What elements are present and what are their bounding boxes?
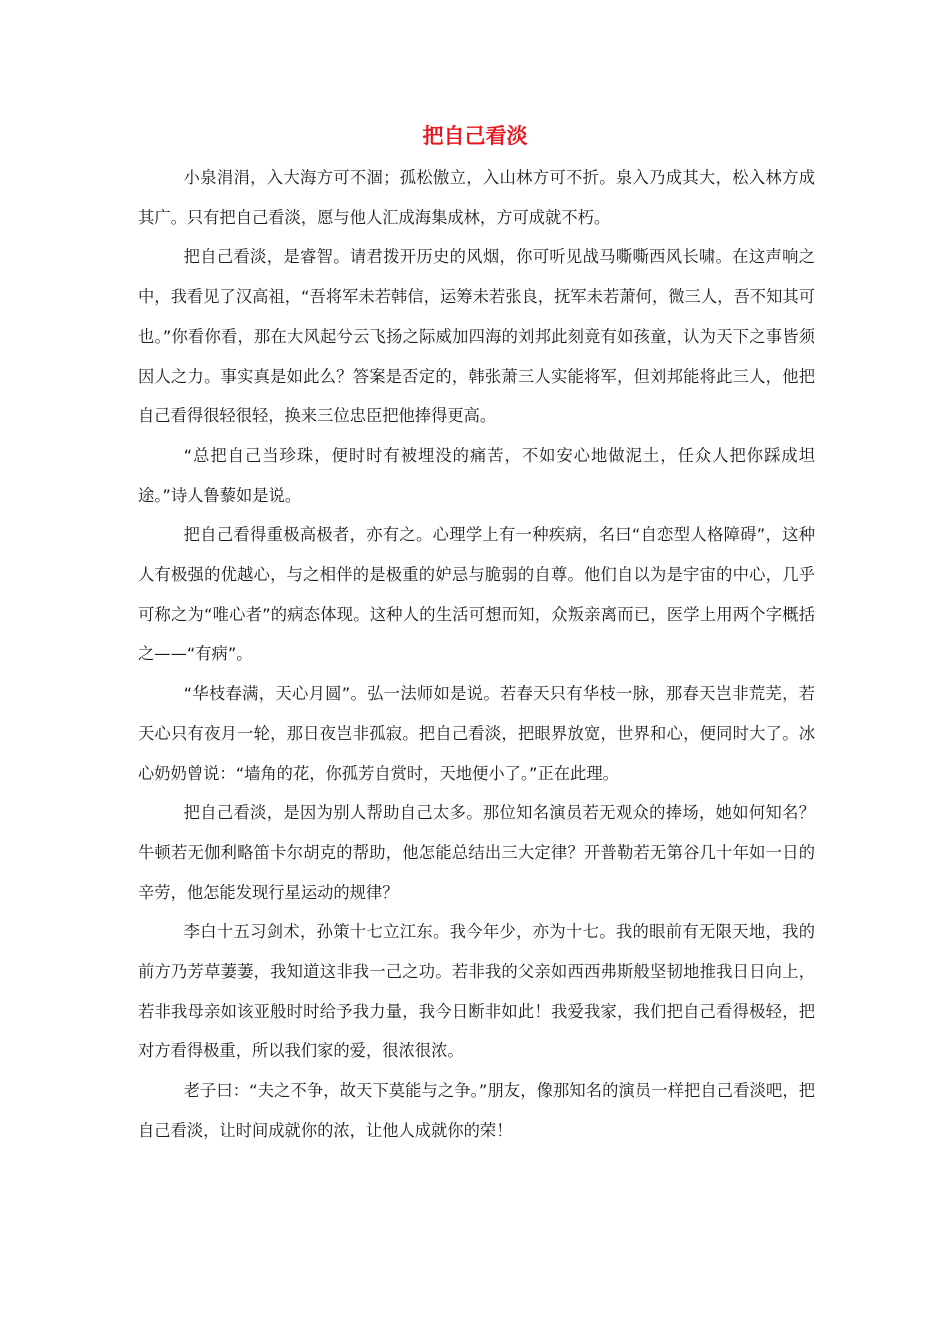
paragraph: “总把自己当珍珠，便时时有被埋没的痛苦，不如安心地做泥土，任众人把你踩成坦途。”诗人鲁藜如是说。 xyxy=(138,445,815,505)
paragraph: “华枝春满，天心月圆”。弘一法师如是说。若春天只有华枝一脉，那春天岂非荒芜，若天心只有夜月一轮，那日夜岂非孤寂。把自己看淡，把眼界放宽，世界和心，便同时大了。冰心奶奶曾说：“墙角的花，你孤芳自赏时，天地便小了。”正在此理。 xyxy=(138,684,815,783)
paragraph: 老子曰：“夫之不争，故天下莫能与之争。”朋友，像那知名的演员一样把自己看淡吧，把自己看淡，让时间成就你的浓，让他人成就你的荣！ xyxy=(138,1081,815,1140)
paragraph: 李白十五习剑术，孙策十七立江东。我今年少，亦为十七。我的眼前有无限天地，我的前方乃芳草萋萋，我知道这非我一己之功。若非我的父亲如西西弗斯般坚韧地推我日日向上，若非我母亲如该亚般时时给予我力量，我今日断非如此！我爱我家，我们把自己看得极轻，把对方看得极重，所以我们家的爱，很浓很浓。 xyxy=(138,922,815,1061)
paragraph: 小泉涓涓，入大海方可不涸；孤松傲立，入山林方可不折。泉入乃成其大，松入林方成其广。只有把自己看淡，愿与他人汇成海集成林，方可成就不朽。 xyxy=(138,168,815,227)
paragraph: 把自己看得重极高极者，亦有之。心理学上有一种疾病，名曰“自恋型人格障碍”，这种人有极强的优越心，与之相伴的是极重的妒忌与脆弱的自尊。他们自以为是宇宙的中心，几乎可称之为“唯心者”的病态体现。这种人的生活可想而知，众叛亲离而已，医学上用两个字概括之——“有病”。 xyxy=(138,525,815,664)
paragraph: 把自己看淡，是因为别人帮助自己太多。那位知名演员若无观众的捧场，她如何知名？牛顿若无伽利略笛卡尔胡克的帮助，他怎能总结出三大定律？开普勒若无第谷几十年如一日的辛劳，他怎能发现行星运动的规律？ xyxy=(138,803,815,902)
document-body xyxy=(138,158,815,1151)
paragraph: 把自己看淡，是睿智。请君拨开历史的风烟，你可听见战马嘶嘶西风长啸。在这声响之中，我看见了汉高祖，“吾将军未若韩信，运筹未若张良，抚军未若萧何，微三人，吾不知其可也。”你看你看，那在大风起兮云飞扬之际威加四海的刘邦此刻竟有如孩童，认为天下之事皆须因人之力。事实真是如此么？答案是否定的，韩张萧三人实能将军，但刘邦能将此三人，他把自己看得很轻很轻，换来三位忠臣把他捧得更高。 xyxy=(138,247,815,426)
document-title: 把自己看淡 xyxy=(422,124,528,148)
